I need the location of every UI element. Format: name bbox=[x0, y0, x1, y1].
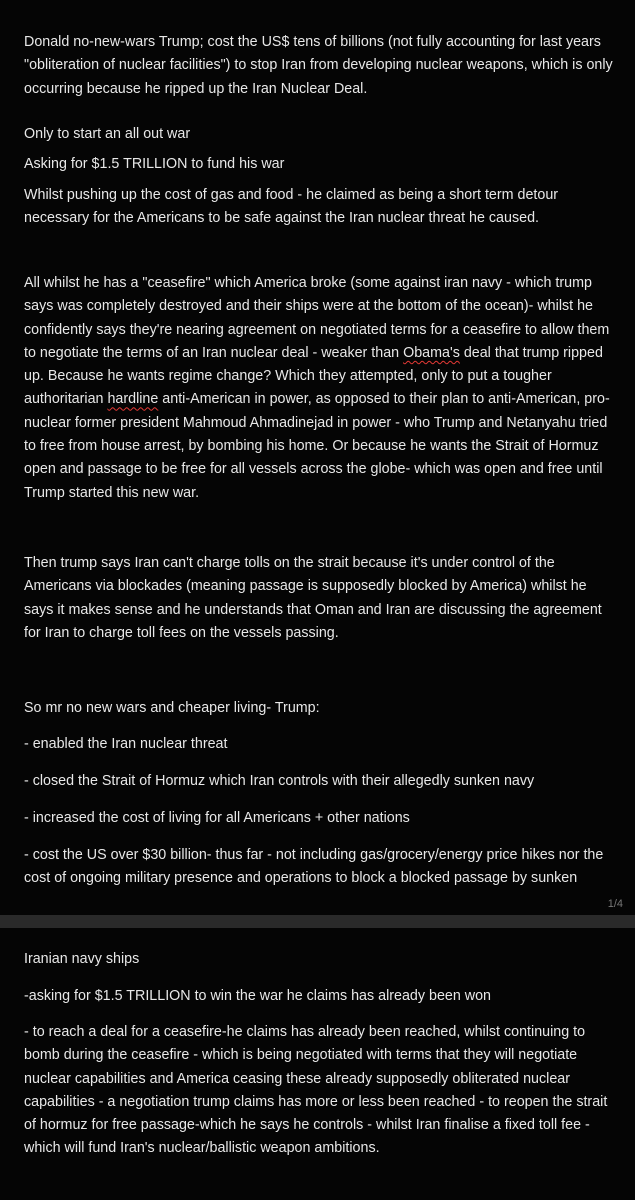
note-paragraph-tolls: Then trump says Iran can't charge tolls on the strait because it's under control of the Americans via blockades (meaning passage is supposedly blocked by America) whilst he says it makes sense and he understands that Oman and Iran are discussing the agreement for Iran to charge toll fees on the vessels passing. bbox=[24, 555, 602, 641]
note-paragraph-gas-food: Whilst pushing up the cost of gas and food - he claimed as being a short term detour necessary for the Americans to be safe against the Iran nuclear threat he caused. bbox=[24, 187, 559, 227]
note-page-2 bbox=[0, 928, 635, 1200]
text-run: anti-American in power, as opposed to their plan to anti-American, pro-nuclear former president Mahmoud Ahmadinejad in power - who Trump and Netanyahu tried to free from house arrest, by bombing his home. Or because he wants the Strait of Hormuz open and passage to be free for all vessels across the globe- which was open and free until Trump started this new war. bbox=[24, 391, 610, 501]
note-list-item: - to reach a deal for a ceasefire-he claims has already been reached, whilst continuing to bomb during the ceasefire - which is being negotiated with terms that they will negotiate nuclear capabilities and America ceasing these already supposedly obliterated nuclear capabilities - a negotiation trump claims has more or less been reached - to reopen the strait of hormuz for free passage-which he says he controls - whilst Iran finalise a fixed toll fee - which will fund Iran's nuclear/ballistic weapon ambitions. bbox=[24, 1024, 608, 1157]
note-list-item-continued: Iranian navy ships bbox=[24, 951, 140, 967]
page-divider bbox=[0, 915, 635, 928]
spellcheck-word[interactable]: hardline bbox=[107, 391, 159, 408]
spellcheck-word[interactable]: Obama's bbox=[403, 344, 460, 361]
note-list-item: - increased the cost of living for all Americans + other nations bbox=[24, 810, 410, 826]
note-paragraph-summary-heading: So mr no new wars and cheaper living- Trump: bbox=[24, 700, 320, 716]
note-paragraph-ceasefire bbox=[24, 272, 616, 505]
note-paragraph-intro: Donald no-new-wars Trump; cost the US$ tens of billions (not fully accounting for last years "obliteration of nuclear facilities") to stop Iran from developing nuclear weapons, which is only occurring because he ripped up the Iran Nuclear Deal. bbox=[24, 34, 613, 97]
note-paragraph-trillion: Asking for $1.5 TRILLION to fund his war bbox=[24, 156, 285, 172]
note-list-item: - closed the Strait of Hormuz which Iran controls with their allegedly sunken navy bbox=[24, 773, 535, 789]
text-run: deal that trump ripped up. Because he wants regime change? Which they attempted, only to put a tougher authoritarian bbox=[24, 344, 603, 408]
page-indicator: 1/4 bbox=[607, 898, 623, 910]
note-paragraph-all-out-war: Only to start an all out war bbox=[24, 126, 191, 142]
text-run: All whilst he has a "ceasefire" which America broke (some against iran navy - which trump says was completely destroyed and their ships were at the bottom of the ocean)- whilst he confidently says they're nearing agreement on negotiated terms for a ceasefire to allow them to negotiate the terms of an Iran nuclear deal - weaker than bbox=[24, 275, 610, 361]
note-list-item: - enabled the Iran nuclear threat bbox=[24, 736, 228, 752]
note-list-item: -asking for $1.5 TRILLION to win the war he claims has already been won bbox=[24, 988, 492, 1004]
note-list-item: - cost the US over $30 billion- thus far - not including gas/grocery/energy price hikes nor the cost of ongoing military presence and operations to block a blocked passage by sunken bbox=[24, 847, 604, 887]
